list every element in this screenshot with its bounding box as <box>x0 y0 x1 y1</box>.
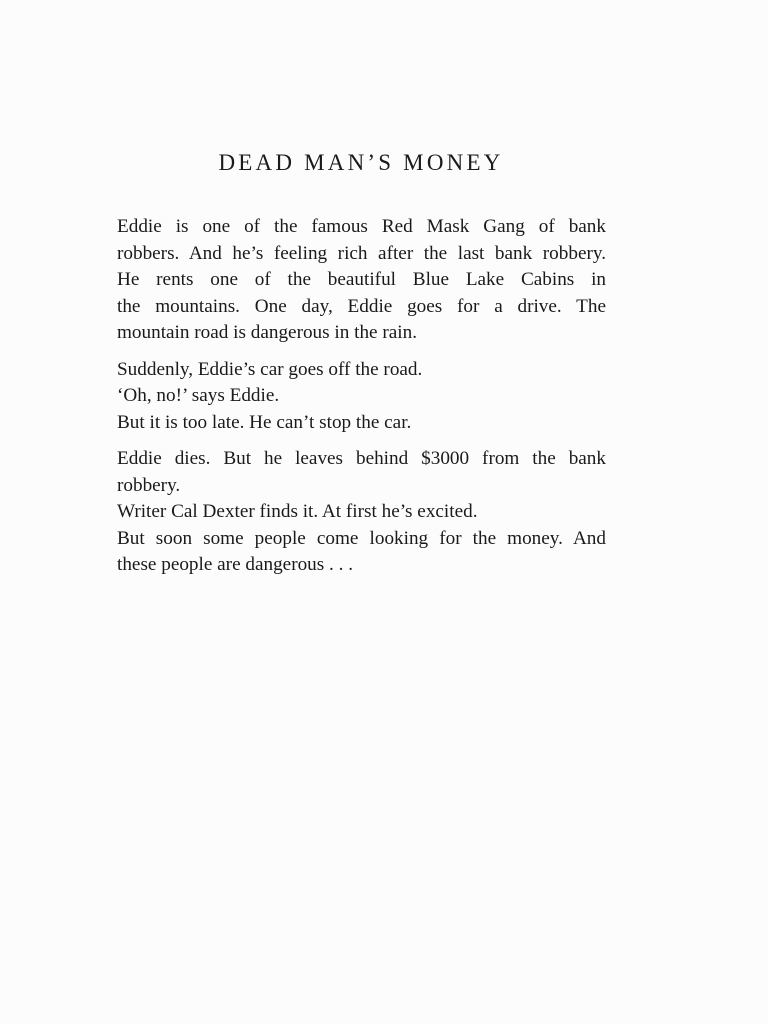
blurb-text <box>117 214 606 589</box>
paragraph-2 <box>117 357 606 437</box>
text-line: He rents one of the beautiful Blue Lake Cabins in <box>117 269 606 290</box>
paragraph-3 <box>117 446 606 579</box>
text-line: ‘Oh, no!’ says Eddie. <box>117 385 280 406</box>
text-line: mountain road is dangerous in the rain. <box>117 322 418 343</box>
text-line: But it is too late. He can’t stop the car. <box>117 411 412 433</box>
paragraph-1 <box>117 214 606 347</box>
text-line: Suddenly, Eddie’s car goes off the road. <box>117 358 423 380</box>
text-line: robbery. <box>117 474 181 496</box>
text-line: the mountains. One day, Eddie goes for a drive. The <box>117 295 606 317</box>
text-line: But soon some people come looking for the money. And <box>117 527 606 549</box>
text-line: Writer Cal Dexter finds it. At first he’s excited. <box>117 501 478 522</box>
text-line: Eddie is one of the famous Red Mask Gang of bank <box>117 216 606 237</box>
text-line: robbers. And he’s feeling rich after the last bank robbery. <box>117 242 606 264</box>
page-title: DEAD MAN’S MONEY <box>218 150 504 175</box>
text-line: these people are dangerous . . . <box>117 554 354 575</box>
text-line: Eddie dies. But he leaves behind $3000 from the bank <box>117 448 606 469</box>
